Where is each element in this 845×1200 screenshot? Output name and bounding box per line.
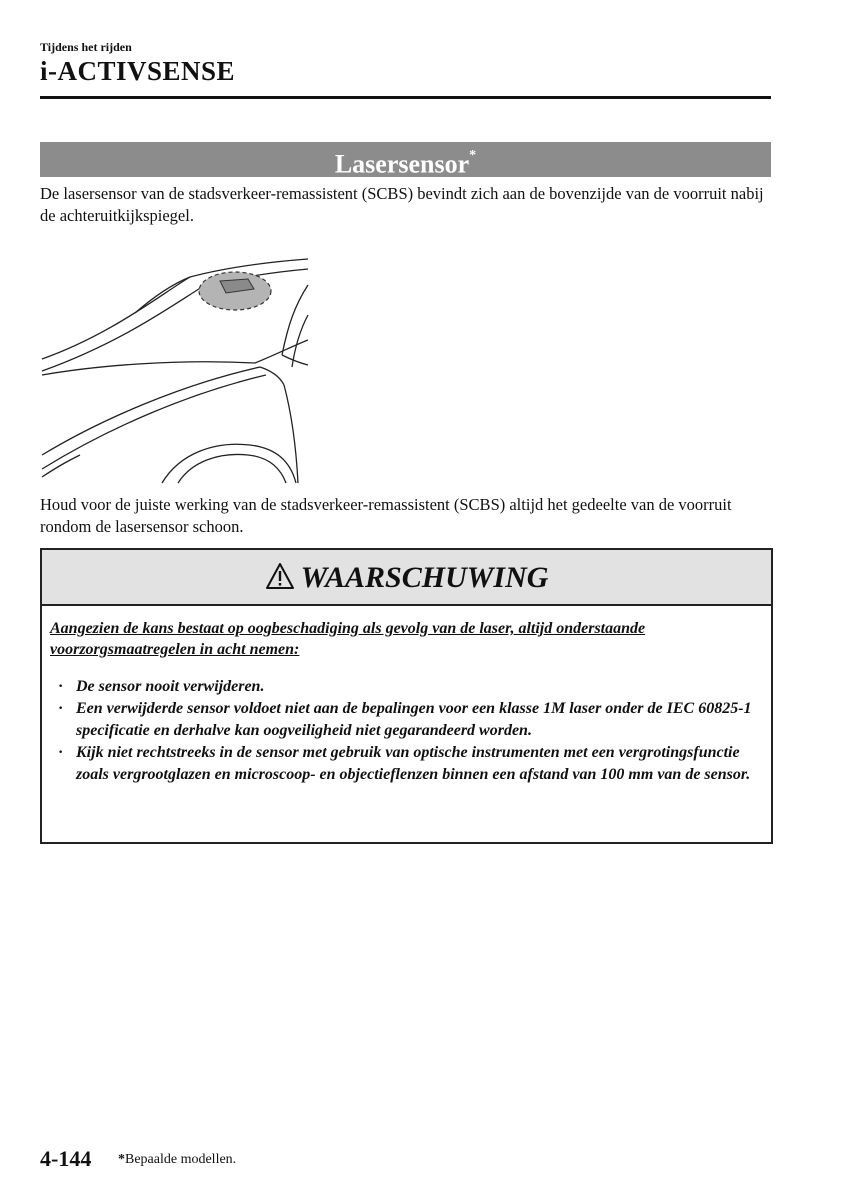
chapter-label: Tijdens het rijden	[40, 40, 132, 54]
bullet: ·	[58, 678, 64, 695]
warning-triangle-icon	[265, 562, 295, 590]
footnote	[118, 1152, 236, 1168]
warning-box	[40, 548, 773, 844]
list-item-text: De sensor nooit verwijderen.	[76, 678, 265, 695]
list-item	[50, 676, 762, 698]
warning-header	[42, 550, 771, 606]
footnote-marker: *	[118, 1152, 125, 1167]
heading-marker: *	[469, 148, 477, 163]
heading-title: Lasersensor	[334, 149, 470, 179]
warning-intro: Aangezien de kans bestaat op oogbeschadiging als gevolg van de laser, altijd onderstaande voorzorgsmaatregelen in acht nemen:	[50, 620, 646, 658]
heading-bar	[40, 142, 771, 177]
list-item-text: Een verwijderde sensor voldoet niet aan de bepalingen voor een klasse 1M laser onder de IEC 60825-1 specificatie en derhalve kan oogveiligheid niet gegarandeerd worden.	[76, 700, 752, 739]
intro-paragraph: De lasersensor van de stadsverkeer-remassistent (SCBS) bevindt zich aan de bovenzijde van de voorruit nabij de achteruitkijkspiegel.	[40, 184, 764, 225]
list-item	[50, 742, 762, 786]
footnote-text: Bepaalde modellen.	[125, 1152, 237, 1167]
warning-title: WAARSCHUWING	[300, 561, 549, 594]
list-item-text: Kijk niet rechtstreeks in de sensor met gebruik van optische instrumenten met een vergrotingsfunctie zoals vergrootglazen en microscoop- en objectieflenzen binnen een afstand van 100 mm van de sensor.	[76, 744, 751, 783]
bullet: ·	[58, 744, 64, 761]
section-title: i-ACTIVSENSE	[40, 56, 236, 86]
page-number: 4-144	[40, 1146, 92, 1171]
header-rule	[40, 96, 771, 99]
list-item	[50, 698, 762, 742]
maintenance-paragraph: Houd voor de juiste werking van de stadsverkeer-remassistent (SCBS) altijd het gedeelte van de voorruit rondom de lasersensor schoon.	[40, 495, 732, 536]
bullet: ·	[58, 700, 64, 717]
windshield-sensor-illustration	[40, 255, 312, 485]
warning-list	[50, 676, 762, 786]
